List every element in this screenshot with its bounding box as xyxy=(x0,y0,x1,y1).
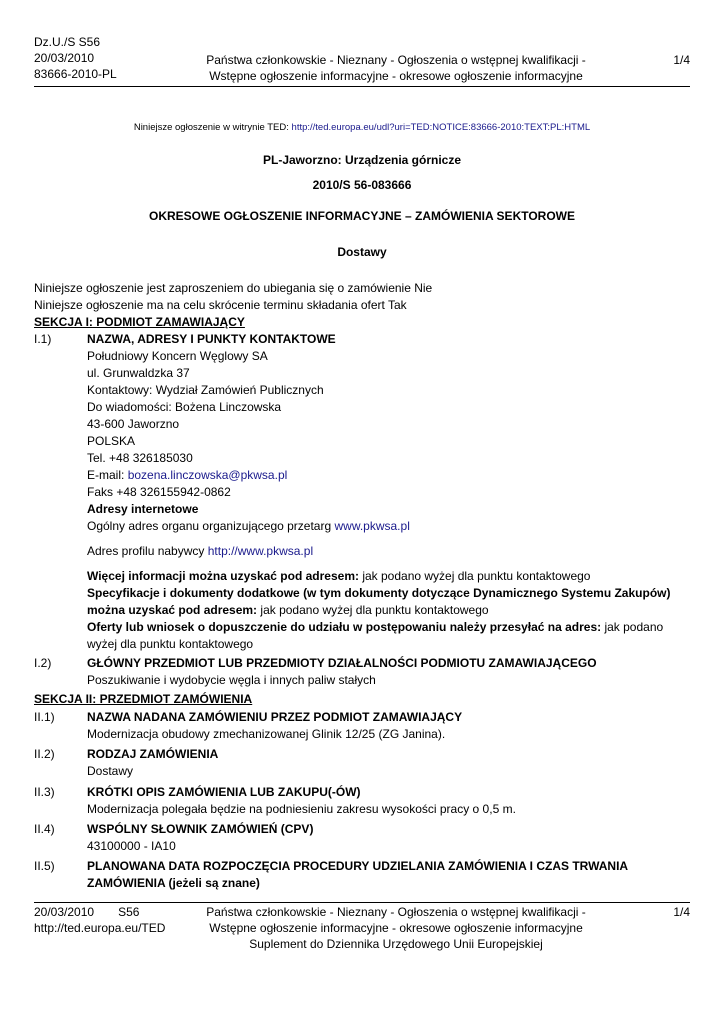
intro-line2: Niniejsze ogłoszenie ma na celu skrócenie terminu składania ofert Tak xyxy=(34,298,407,312)
intro xyxy=(34,280,432,314)
spec-label-line1: Specyfikacje i dokumenty dodatkowe (w tym dokumenty dotyczące Dynamicznego Systemu Zakupów) xyxy=(87,586,671,600)
footer-date: 20/03/2010 xyxy=(34,905,95,919)
doc-number: 2010/S 56-083666 xyxy=(312,178,412,192)
section1-title: SEKCJA I: PODMIOT ZAMAWIAJĄCY xyxy=(34,315,245,329)
ii1-block xyxy=(87,709,687,743)
offers-value-line2: wyżej dla punktu kontaktowego xyxy=(87,637,254,651)
doc-heading: PL-Jaworzno: Urządzenia górnicze xyxy=(262,153,462,167)
offers-value: jak podano xyxy=(604,620,664,634)
offers-label: Oferty lub wniosek o dopuszczenie do udziału w postępowaniu należy przesyłać na adres: xyxy=(87,620,602,634)
ii5-head-line2: ZAMÓWIENIA (jeżeli są znane) xyxy=(87,876,260,890)
org-postal: 43-600 Jaworzno xyxy=(87,417,180,431)
doc-type: OKRESOWE OGŁOSZENIE INFORMACYJNE – ZAMÓWIENIA SEKTOROWE xyxy=(148,209,576,223)
org-attn: Do wiadomości: Bożena Linczowska xyxy=(87,400,282,414)
buyer-profile-link[interactable]: http://www.pkwsa.pl xyxy=(207,544,314,558)
i2-value: Poszukiwanie i wydobycie węgla i innych paliw stałych xyxy=(87,673,376,687)
ted-notice-link[interactable]: http://ted.europa.eu/udl?uri=TED:NOTICE:83666-2010:TEXT:PL:HTML xyxy=(291,122,591,133)
ii4-num: II.4) xyxy=(34,822,55,836)
internet-head: Adresy internetowe xyxy=(87,502,199,516)
footer-divider xyxy=(34,902,690,903)
spec-label-line2: można uzyskać pod adresem: xyxy=(87,603,258,617)
footer-title-line2: Wstępne ogłoszenie informacyjne - okresowe ogłoszenie informacyjne xyxy=(209,921,583,935)
ii4-head: WSPÓLNY SŁOWNIK ZAMÓWIEŃ (CPV) xyxy=(87,822,314,836)
org-tel: Tel. +48 326185030 xyxy=(87,451,193,465)
ii3-num: II.3) xyxy=(34,785,55,799)
ii4-value: 43100000 - IA10 xyxy=(87,839,176,853)
more-info xyxy=(87,568,687,585)
spec-info xyxy=(87,602,687,619)
buyer-profile xyxy=(87,543,687,560)
footer-series: S56 xyxy=(118,905,140,919)
ii3-value: Modernizacja polegała będzie na podniesieniu zakresu wysokości pracy o 0,5 m. xyxy=(87,802,516,816)
email-link[interactable]: bozena.linczowska@pkwsa.pl xyxy=(127,468,288,482)
ii2-num: II.2) xyxy=(34,747,55,761)
footer-title-line1: Państwa członkowskie - Nieznany - Ogłoszenia o wstępnej kwalifikacji - xyxy=(206,905,586,919)
general-address-label: Ogólny adres organu organizującego przetarg xyxy=(87,519,332,533)
i1-num: I.1) xyxy=(34,332,52,346)
ii1-num: II.1) xyxy=(34,710,55,724)
org-country: POLSKA xyxy=(87,434,136,448)
email-label: E-mail: xyxy=(87,468,125,482)
header-date: 20/03/2010 xyxy=(34,51,95,65)
ii5-block xyxy=(87,858,697,892)
more-info-value: jak podano wyżej dla punktu kontaktowego xyxy=(362,569,591,583)
i1-head: NAZWA, ADRESY I PUNKTY KONTAKTOWE xyxy=(87,332,336,346)
header-title-line2: Wstępne ogłoszenie informacyjne - okresowe ogłoszenie informacyjne xyxy=(209,69,583,83)
header-page: 1/4 xyxy=(673,53,690,67)
header-id: 83666-2010-PL xyxy=(34,67,117,81)
header-divider xyxy=(34,86,690,87)
ii1-head: NAZWA NADANA ZAMÓWIENIU PRZEZ PODMIOT ZAMAWIAJĄCY xyxy=(87,710,463,724)
org-contact: Kontaktowy: Wydział Zamówień Publicznych xyxy=(87,383,324,397)
ii2-value: Dostawy xyxy=(87,764,134,778)
ii5-head-line1: PLANOWANA DATA ROZPOCZĘCIA PROCEDURY UDZIELANIA ZAMÓWIENIA I CZAS TRWANIA xyxy=(87,859,629,873)
ted-notice xyxy=(34,122,690,133)
header-meta xyxy=(34,34,117,82)
org-name: Południowy Koncern Węglowy SA xyxy=(87,349,268,363)
footer-date-row xyxy=(34,904,165,920)
more-info-label: Więcej informacji można uzyskać pod adresem: xyxy=(87,569,359,583)
ii3-block xyxy=(87,784,687,818)
buyer-profile-label: Adres profilu nabywcy xyxy=(87,544,205,558)
org-street: ul. Grunwaldzka 37 xyxy=(87,366,190,380)
i2-head: GŁÓWNY PRZEDMIOT LUB PRZEDMIOTY DZIAŁALNOŚCI PODMIOTU ZAMAWIAJĄCEGO xyxy=(87,656,597,670)
general-address-link[interactable]: www.pkwsa.pl xyxy=(334,519,410,533)
org-fax: Faks +48 326155942-0862 xyxy=(87,485,231,499)
doc-kind: Dostawy xyxy=(337,245,387,259)
i2-num: I.2) xyxy=(34,656,52,670)
intro-line1: Niniejsze ogłoszenie jest zaproszeniem do ubiegania się o zamówienie Nie xyxy=(34,281,433,295)
header-title-line1: Państwa członkowskie - Nieznany - Ogłoszenia o wstępnej kwalifikacji - xyxy=(206,53,586,67)
footer-url: http://ted.europa.eu/TED xyxy=(34,921,166,935)
ii2-head: RODZAJ ZAMÓWIENIA xyxy=(87,747,219,761)
ted-notice-label: Niniejsze ogłoszenie w witrynie TED: xyxy=(133,122,289,133)
footer-title-line3: Suplement do Dziennika Urzędowego Unii Europejskiej xyxy=(249,937,543,951)
header-journal: Dz.U./S S56 xyxy=(34,35,101,49)
ii3-head: KRÓTKI OPIS ZAMÓWIENIA LUB ZAKUPU(-ÓW) xyxy=(87,785,361,799)
i2-block xyxy=(87,655,707,689)
header-title xyxy=(176,52,616,84)
ii4-block xyxy=(87,821,687,855)
footer-meta xyxy=(34,904,165,936)
general-address xyxy=(87,518,687,535)
i1-block xyxy=(87,331,687,653)
ii5-num: II.5) xyxy=(34,859,55,873)
ii1-value: Modernizacja obudowy zmechanizowanej Glinik 12/25 (ZG Janina). xyxy=(87,727,446,741)
offers-info xyxy=(87,619,687,636)
ii2-block xyxy=(87,746,687,780)
footer-title xyxy=(176,904,616,952)
section2-title: SEKCJA II: PRZEDMIOT ZAMÓWIENIA xyxy=(34,692,253,706)
footer-page: 1/4 xyxy=(673,905,690,919)
org-email xyxy=(87,467,687,484)
spec-value: jak podano wyżej dla punktu kontaktowego xyxy=(260,603,489,617)
